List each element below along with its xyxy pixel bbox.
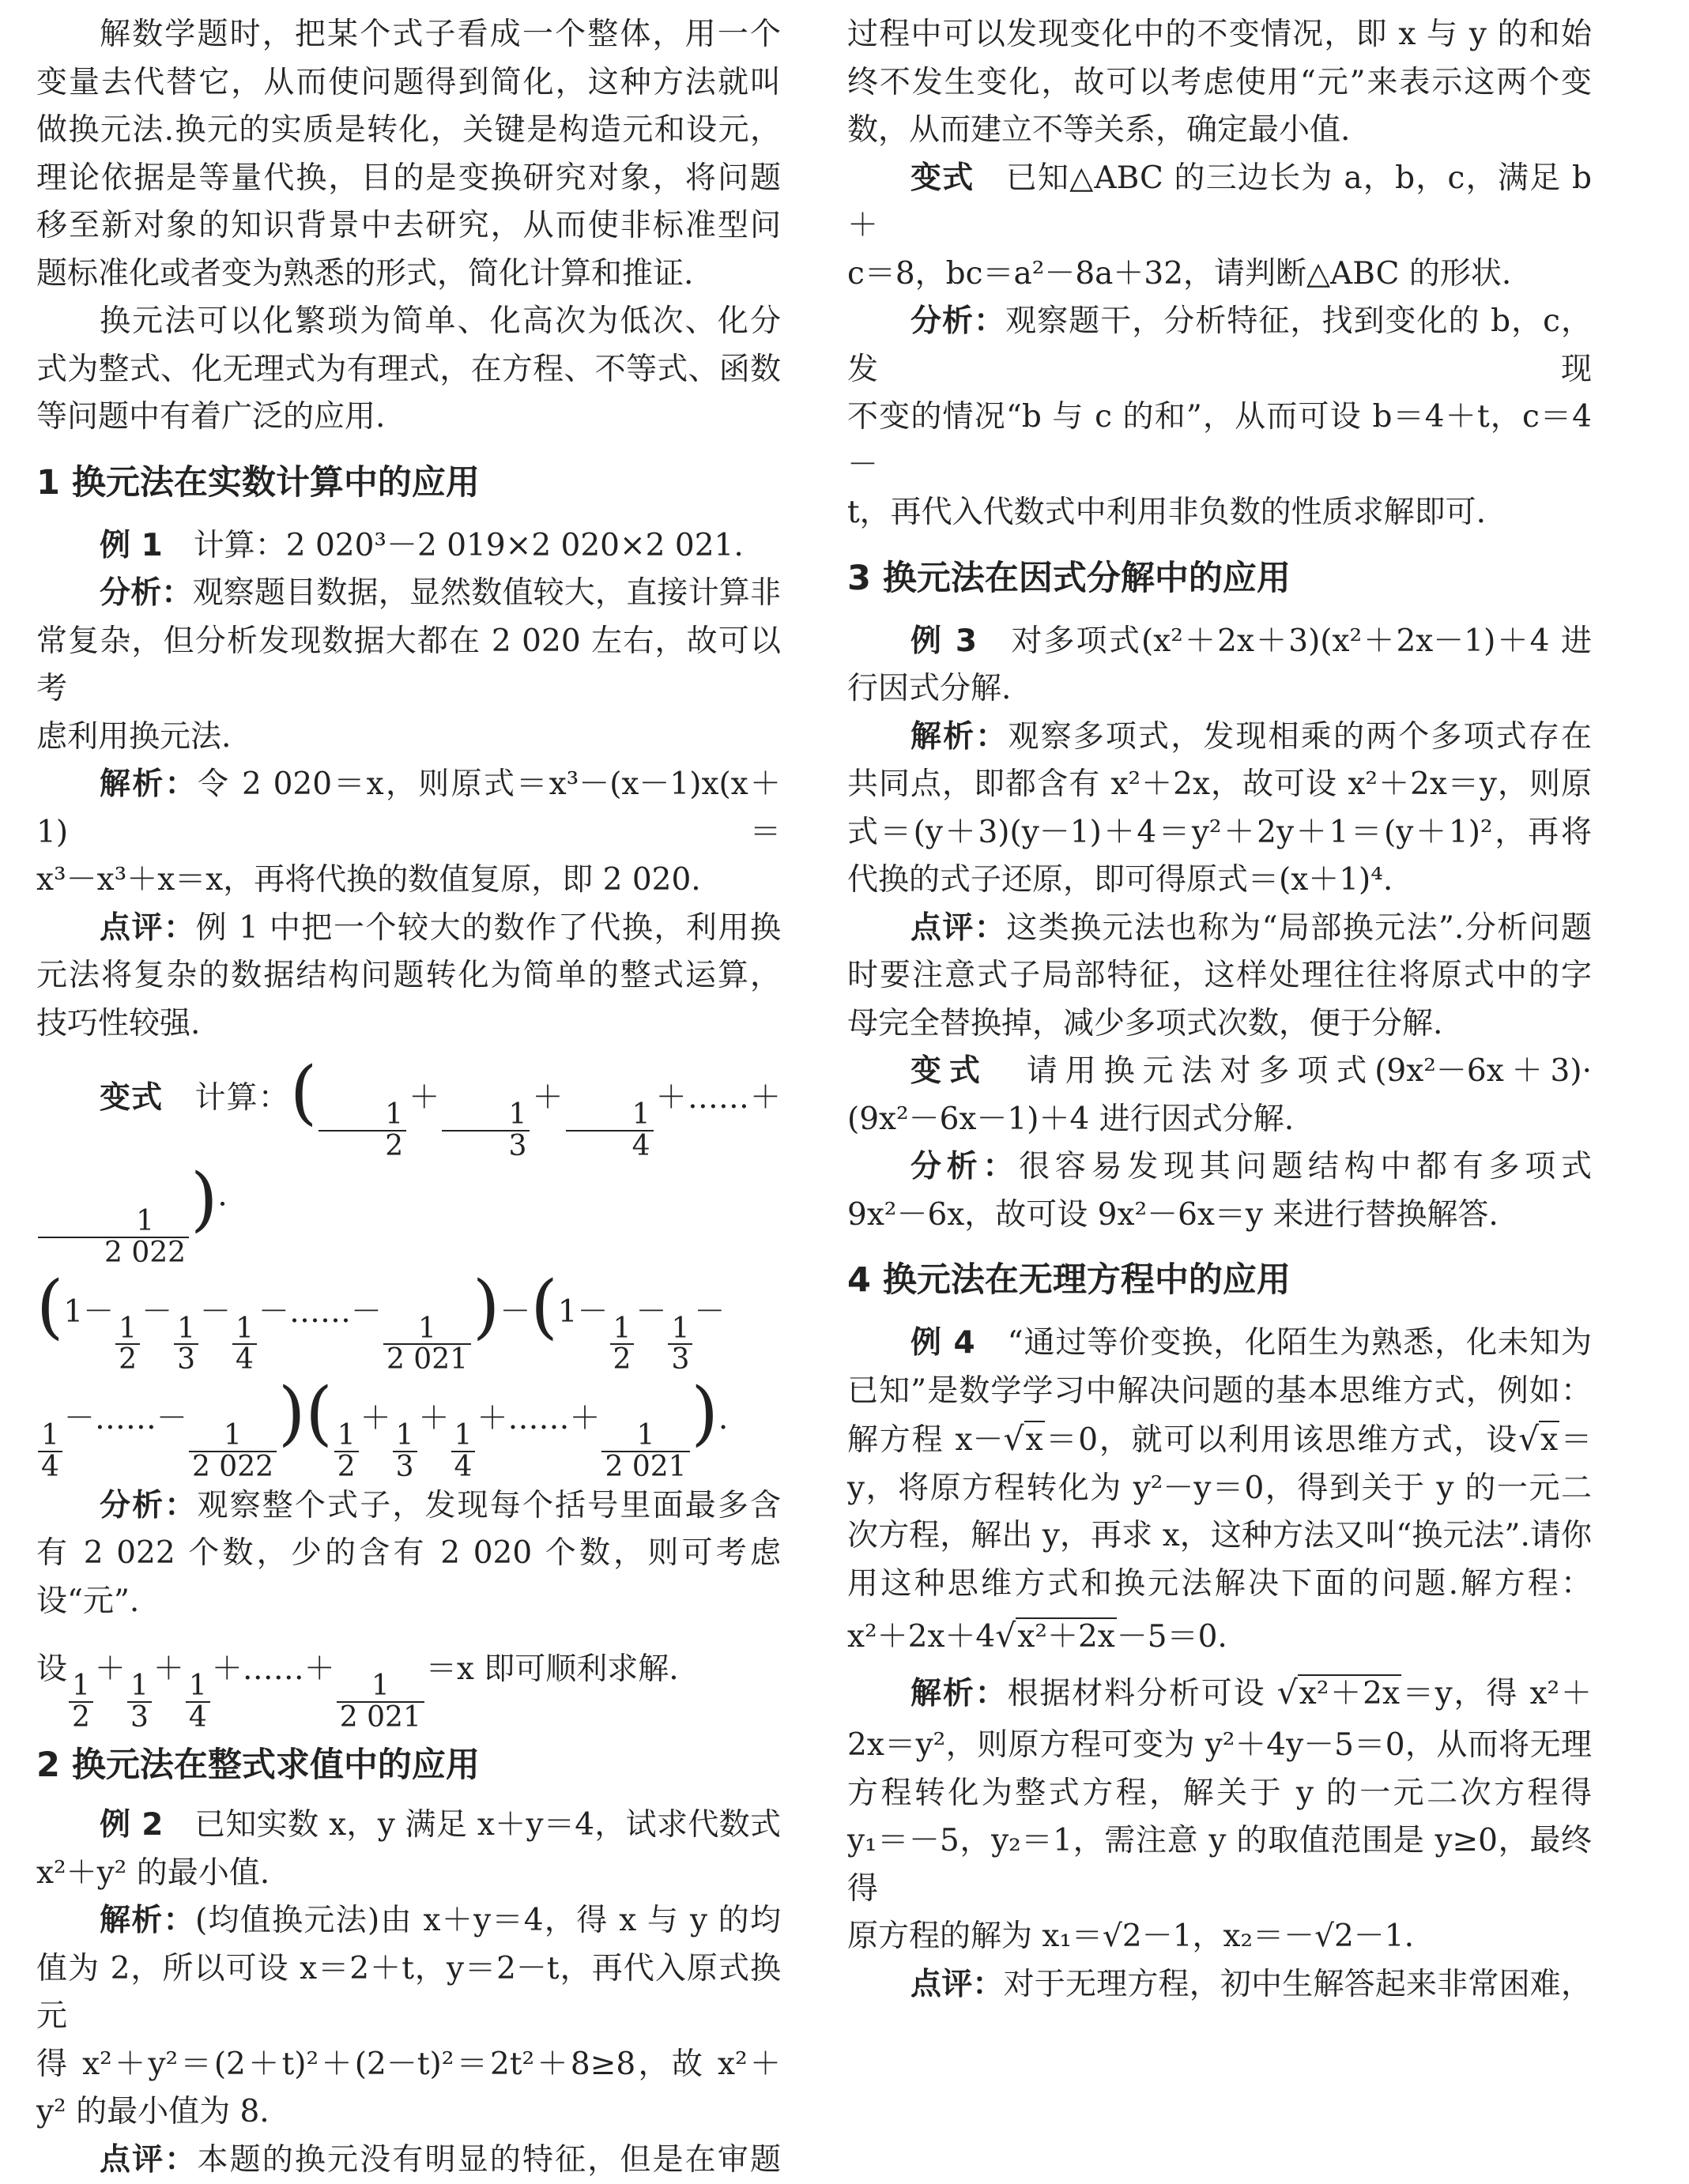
text-line: 理论依据是等量代换，目的是变换研究对象，将问题	[36, 160, 781, 196]
text-line: 对于无理方程，初中生解答起来非常困难，	[1003, 1966, 1592, 2002]
intro-paragraph-2	[36, 298, 781, 442]
example-4	[847, 1320, 1592, 1368]
text-line: 式为整式、化无理式为有理式，在方程、不等式、函数	[36, 351, 781, 387]
text-line: 得 x²＋y²＝(2＋t)²＋(2－t)²＝2t²＋8≥8，故 x²＋	[36, 2046, 781, 2082]
variant-3	[847, 1048, 1592, 1096]
fraction: $\frac{1}{4}$	[38, 1421, 62, 1482]
comment-line	[36, 2137, 781, 2184]
text-line: 有 2 022 个数，少的含有 2 020 个数，则可考虑设“元”.	[36, 1535, 781, 1619]
fraction: $\frac{1}{2 022}$	[189, 1421, 277, 1482]
fraction: $\frac{1}{4}$	[186, 1671, 210, 1733]
analysis-label: 分析：	[100, 1487, 198, 1523]
radicand: x	[1025, 1422, 1043, 1458]
variant-label: 变式	[910, 1053, 988, 1089]
text-line: 已知实数 x，y 满足 x＋y＝4，试求代数式	[194, 1807, 781, 1843]
text-line: 已知△ABC 的三边长为 a，b，c，满足 b＋	[847, 160, 1592, 243]
fraction: $\frac{1}{4}$	[232, 1314, 257, 1376]
text-line: 这类换元法也称为“局部换元法”.分析问题	[1006, 909, 1592, 946]
text-line: t，再代入代数式中利用非负数的性质求解即可.	[847, 495, 1487, 530]
fraction: $\frac{1}{2}$	[69, 1671, 93, 1733]
analysis-label: 分析：	[100, 575, 193, 611]
fraction: $\frac{1}{4}$	[451, 1421, 476, 1482]
text-line: 很容易发现其问题结构中都有多项式	[1019, 1149, 1592, 1184]
fraction: $\frac{1}{2 021}$	[337, 1671, 424, 1733]
text-line: 对多项式(x²＋2x＋3)(x²＋2x－1)＋4 进	[1011, 623, 1592, 659]
text-line: (均值换元法)由 x＋y＝4，得 x 与 y 的均	[194, 1903, 781, 1939]
intro-paragraph-1	[36, 11, 781, 298]
analysis-line	[847, 298, 1592, 393]
solution-line: 解析：根据材料分析可设 √x²＋2x＝y，得 x²＋	[910, 1674, 1593, 1711]
text-line: y² 的最小值为 8.	[36, 2094, 270, 2130]
example-2	[36, 1802, 781, 1850]
text-line: 做换元法.换元的实质是转化，关键是构造元和设元，	[36, 112, 781, 148]
text-line: 方程转化为整式方程，解关于 y 的一元二次方程得	[847, 1775, 1592, 1811]
sqrt-sign: √	[1276, 1674, 1298, 1711]
sqrt-sign: √	[1003, 1420, 1024, 1458]
fraction: $\frac{1}{3}$	[127, 1671, 152, 1733]
text-line: 母完全替换掉，减少多项式次数，便于分解.	[847, 1005, 1443, 1041]
text-line: 行因式分解.	[847, 671, 1012, 706]
example-label: 例 1	[100, 527, 163, 563]
comment-line	[847, 1961, 1592, 2009]
sqrt-sign: √	[1518, 1420, 1540, 1458]
text-line: 不变的情况“b 与 c 的和”，从而可设 b＝4＋t，c＝4－	[847, 399, 1592, 483]
text-line: 观察整个式子，发现每个括号里面最多含	[197, 1487, 781, 1523]
left-column	[36, 11, 781, 2184]
text-line: 时要注意式子局部特征，这样处理往往将原式中的字	[847, 958, 1592, 993]
example-label: 例 4	[910, 1325, 975, 1361]
text-line: 例 1 中把一个较大的数作了代换，利用换	[195, 909, 781, 946]
text-line: 2x＝y²，则原方程可变为 y²＋4y－5＝0，从而将无理	[847, 1727, 1592, 1763]
formula-line: $\frac{1}{4}$ －……－ $\frac{1}{2 022}$ )( $\frac{1}{2}$ ＋ $\frac{1}{3}$ ＋ $\frac{1}{4}$ ＋……＋ $\frac{1}{2 021}$ ).	[36, 1375, 781, 1482]
solution-line	[36, 761, 781, 857]
fraction: $\frac{1}{3}$	[393, 1421, 417, 1482]
radicand: x	[1540, 1422, 1559, 1458]
text-line: (9x²－6x－1)＋4 进行因式分解.	[847, 1101, 1295, 1137]
text-line: 过程中可以发现变化中的不变情况，即 x 与 y 的和始	[847, 17, 1592, 52]
formula-line: 变式 计算：( $\frac{1}{2}$ ＋ $\frac{1}{3}$ ＋ $\frac{1}{4}$ ＋……＋ $\frac{1}{2 022}$ )·	[36, 1054, 781, 1268]
radicand: x²＋2x	[1017, 1619, 1115, 1655]
text-line: 共同点，即都含有 x²＋2x，故可设 x²＋2x＝y，则原	[847, 766, 1592, 802]
text-line: 元法将复杂的数据结构问题转化为简单的整式运算，	[36, 958, 781, 993]
text-line: 等问题中有着广泛的应用.	[36, 399, 386, 435]
section-heading-1: 1 换元法在实数计算中的应用	[36, 462, 480, 503]
text-line: 解数学题时，把某个式子看成一个整体，用一个	[100, 17, 781, 52]
text-line: 9x²－6x，故可设 9x²－6x＝y 来进行替换解答.	[847, 1196, 1499, 1233]
text-line: 观察题干，分析特征，找到变化的 b，c，发现	[847, 303, 1592, 387]
section-heading-3: 3 换元法在因式分解中的应用	[847, 558, 1291, 598]
fraction: $\frac{1}{2}$	[319, 1100, 406, 1162]
section-heading-2: 2 换元法在整式求值中的应用	[36, 1745, 480, 1786]
solution-label: 解析：	[910, 718, 1008, 755]
comment-line	[36, 905, 781, 953]
variant-1-formula	[36, 1051, 781, 1483]
comment-label: 点评：	[100, 2141, 198, 2178]
text-line: y，将原方程转化为 y²－y＝0，得到关于 y 的一元二	[847, 1470, 1592, 1506]
text-line: 观察多项式，发现相乘的两个多项式存在	[1008, 718, 1592, 755]
text-line: 令 2 020＝x，则原式＝x³－(x－1)x(x＋1)＝	[36, 766, 781, 850]
analysis-label: 分析：	[910, 1149, 1020, 1184]
comment-line	[847, 905, 1592, 953]
solution-label: 解析：	[910, 1676, 1008, 1711]
variant-label: 变式	[910, 160, 975, 196]
analysis-line	[847, 1143, 1592, 1192]
text-line: 代换的式子还原，即可得原式＝(x＋1)⁴.	[847, 862, 1393, 898]
example-text: 计算：2 020³－2 019×2 020×2 021.	[193, 527, 744, 563]
text-line: 换元法可以化繁琐为简单、化高次为低次、化分	[100, 303, 781, 339]
fraction: $\frac{1}{2 022}$	[38, 1207, 189, 1268]
solution-line	[36, 1897, 781, 1945]
formula-line: 设 $\frac{1}{2}$ ＋ $\frac{1}{3}$ ＋ $\frac{1}{4}$ ＋……＋ $\frac{1}{2 021}$ ＝x 即可顺利求解.	[36, 1651, 679, 1734]
fraction: $\frac{1}{3}$	[668, 1314, 692, 1376]
example-3	[847, 618, 1592, 666]
fraction: $\frac{1}{3}$	[442, 1100, 530, 1162]
fraction: $\frac{1}{2 021}$	[601, 1421, 689, 1482]
formula-line: (1－ $\frac{1}{2}$ － $\frac{1}{3}$ － $\frac{1}{4}$ －……－ $\frac{1}{2 021}$ )－(1－ $\frac{1}{2}$ － $\frac{1}{3}$ －	[36, 1265, 726, 1376]
text: 计算：	[194, 1080, 290, 1116]
text-line: 用这种思维方式和换元法解决下面的问题.解方程：	[847, 1565, 1592, 1602]
section-heading-4: 4 换元法在无理方程中的应用	[847, 1260, 1291, 1300]
fraction: $\frac{1}{2}$	[334, 1421, 359, 1482]
text-line: x²＋2x＋4√x²＋2x－5＝0.	[847, 1617, 1227, 1655]
text-line: 次方程，解出 y，再求 x，这种方法又叫“换元法”.请你	[847, 1518, 1592, 1553]
sqrt-sign: √	[995, 1617, 1016, 1655]
example-label: 例 2	[100, 1807, 164, 1843]
text-line: 解方程 x－√x＝0，就可以利用该思维方式，设√x＝	[847, 1420, 1592, 1458]
text-line: 请用换元法对多项式(9x²－6x＋3)·	[1026, 1053, 1592, 1089]
fraction: $\frac{1}{2}$	[115, 1314, 140, 1376]
text-line: 变量去代替它，从而使问题得到简化，这种方法就叫	[36, 64, 781, 100]
fraction: $\frac{1}{4}$	[566, 1100, 654, 1162]
text-line: “通过等价变换，化陌生为熟悉，化未知为	[1007, 1325, 1592, 1361]
text-line: 技巧性较强.	[36, 1005, 201, 1041]
text-line: 题标准化或者变为熟悉的形式，简化计算和推证.	[36, 255, 694, 292]
text-line: 虑利用换元法.	[36, 718, 232, 755]
right-column	[847, 11, 1592, 2009]
text-line: x³－x³＋x＝x，再将代换的数值复原，即 2 020.	[36, 862, 701, 898]
text-line: 原方程的解为 x₁＝√2－1，x₂＝－√2－1.	[847, 1919, 1415, 1954]
text-line: 数，从而建立不等关系，确定最小值.	[847, 112, 1351, 148]
solution-label: 解析：	[100, 1903, 195, 1939]
text-line: 值为 2，所以可设 x＝2＋t，y＝2－t，再代入原式换元	[36, 1950, 781, 2035]
text-line: 终不发生变化，故可以考虑使用“元”来表示这两个变	[847, 64, 1592, 100]
fraction: $\frac{1}{3}$	[174, 1314, 198, 1376]
text-line: 式＝(y＋3)(y－1)＋4＝y²＋2y＋1＝(y＋1)²，再将	[847, 814, 1592, 850]
fraction: $\frac{1}{2}$	[610, 1314, 635, 1376]
comment-label: 点评：	[100, 909, 196, 946]
solution-line	[847, 714, 1592, 762]
paren: )	[190, 1158, 218, 1240]
comment-label: 点评：	[910, 1966, 1004, 2002]
radicand: x²＋2x	[1299, 1676, 1400, 1711]
text-line: 常复杂，但分析发现数据大都在 2 020 左右，故可以考	[36, 623, 781, 706]
text-line: 已知”是数学学习中解决问题的基本思维方式，例如：	[847, 1373, 1592, 1409]
analysis-line	[36, 1482, 781, 1531]
text-line: y₁＝－5，y₂＝1，需注意 y 的取值范围是 y≥0，最终得	[847, 1823, 1592, 1907]
solution-label: 解析：	[100, 766, 198, 802]
analysis-line	[36, 570, 781, 618]
text-line: 移至新对象的知识背景中去研究，从而使非标准型问	[36, 208, 781, 243]
variant-label: 变式	[100, 1080, 164, 1116]
variant-2	[847, 155, 1592, 250]
paren: (	[289, 1051, 318, 1133]
text-line: x²＋y² 的最小值.	[36, 1855, 270, 1891]
text-line: 观察题目数据，显然数值较大，直接计算非	[192, 575, 781, 611]
text-line: 本题的换元没有明显的特征，但是在审题	[197, 2141, 781, 2178]
comment-label: 点评：	[910, 909, 1007, 946]
example-1	[36, 522, 781, 570]
text-line: c＝8，bc＝a²－8a＋32，请判断△ABC 的形状.	[847, 255, 1512, 292]
analysis-label: 分析：	[910, 303, 1006, 339]
example-label: 例 3	[910, 623, 978, 659]
fraction: $\frac{1}{2 021}$	[383, 1314, 471, 1376]
